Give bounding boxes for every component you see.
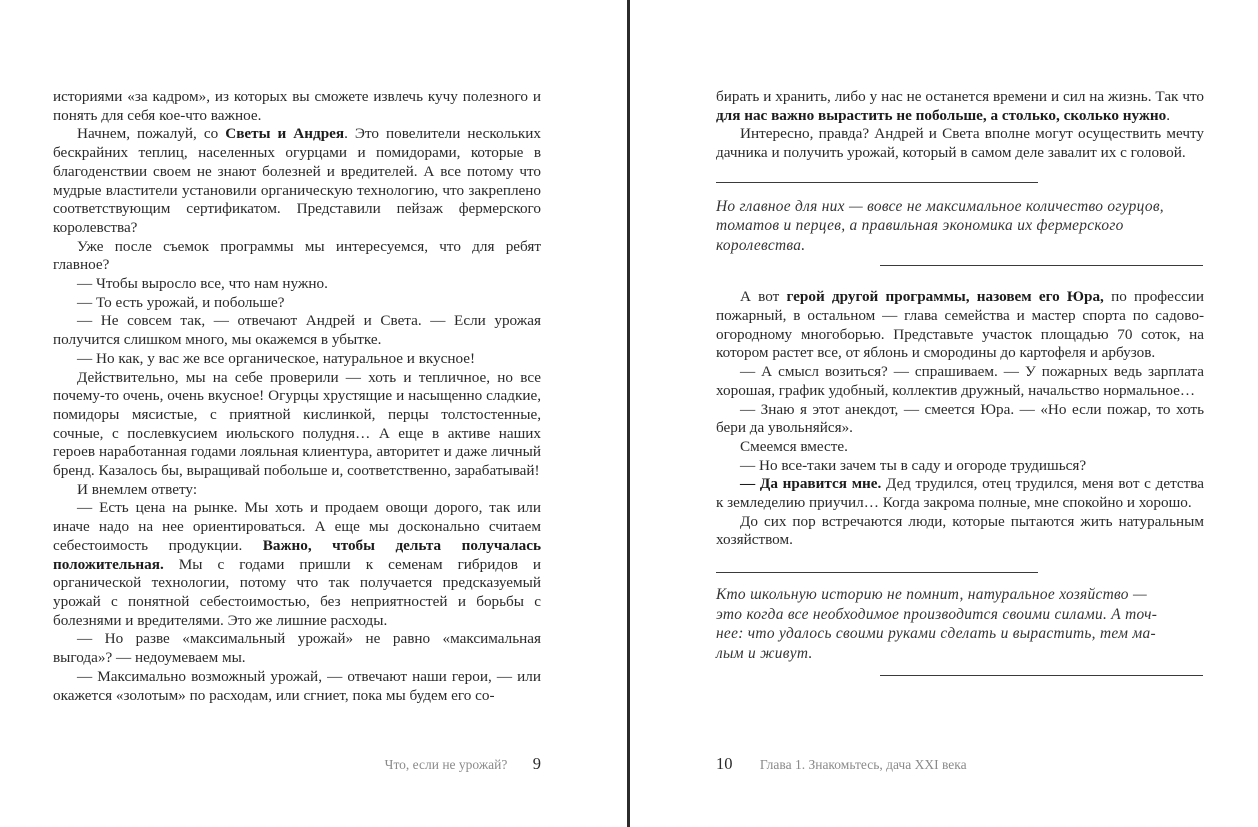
right-page-footer (716, 754, 967, 774)
right-page-text-middle (716, 288, 1204, 550)
text-run: . (1166, 106, 1171, 124)
paragraph (716, 438, 1204, 457)
text-run: Смеемся вместе. (740, 437, 848, 455)
text-run: До сих пор встречаются люди, которые пытаются жить натуральным хозяйством. (716, 512, 1204, 549)
paragraph (716, 363, 1204, 400)
text-run: Мы с годами пришли к семенам гибридов и органической технологии, потому что так получается предсказуемый урожай с понятной себестоимостью, без неприятностей и борьбы с болезнями и вредителями. Это же лишние расходы. (53, 555, 541, 629)
text-run: Дед трудился, отец трудился, меня вот с детства к земледелию приучил… Когда закрома полные, мне спокойно и хорошо. (716, 475, 1204, 512)
text-run: — Чтобы выросло все, что нам нужно. (77, 275, 328, 293)
bold-text: герой другой программы, назовем его Юра, (786, 288, 1104, 306)
text-run: — Но разве «максимальный урожай» не равно «максимальная выгода»? — недоумеваем мы. (53, 630, 541, 667)
paragraph (53, 275, 541, 294)
text-run: — А смысл возиться? — спрашиваем. — У пожарных ведь зарплата хорошая, график удобный, коллектив дружный, начальство нормальное… (716, 363, 1204, 399)
paragraph (53, 499, 541, 630)
text-run: И внемлем ответу: (77, 480, 198, 498)
page-number: 9 (532, 754, 541, 773)
left-page-footer (385, 754, 541, 774)
paragraph (53, 312, 541, 349)
pull-quote-line: Кто школьную историю не помнит, натуральное хозяйство — (716, 586, 1147, 604)
text-run: А вот (740, 288, 787, 306)
text-run: историями «за кадром», из которых вы сможете извлечь кучу полезного и понять для себя кое-что важное. (53, 88, 541, 124)
running-head: Что, если не урожай? (384, 757, 508, 772)
paragraph (716, 288, 1204, 363)
paragraph (53, 630, 541, 667)
paragraph (716, 88, 1204, 125)
running-head: Глава 1. Знакомьтесь, дача XXI века (759, 757, 967, 772)
text-run: — Знаю я этот анекдот, — смеется Юра. — «Но если пожар, то хоть бери да увольняйся». (716, 400, 1204, 437)
text-run: по профессии пожарный, в остальном — глава семейства и мастер спорта по садово-огородному многоборью. Представьте участок площадью 70 соток, на котором растет все, от яблонь и смородины до картофеля и арбузов. (716, 288, 1205, 362)
bold-text: — Да нравится мне. (740, 475, 882, 493)
text-run: Действительно, мы на себе проверили — хоть и тепличное, но все почему-то очень, очень вкусное! Огурцы хрустящие и насыщенно сладкие, помидоры мясистые, с приятной кислинкой, перцы толстостенные, сочные, с послевкусием июльского полудня… А еще в активе наших героев наработанная годами лояльная клиентура, авторитет и даже личный бренд. Казалось бы, выращивай побольше и, соответственно, зарабатывай! (53, 368, 541, 480)
bold-text: Важно, чтобы дельта получалась положительная. (53, 536, 542, 573)
page-number: 10 (716, 754, 733, 773)
text-run: бирать и хранить, либо у нас не останется времени и сил на жизнь. Так что (716, 88, 1204, 105)
right-page-body (716, 88, 1204, 676)
text-run: — Максимально возможный урожай, — отвечают наши герои, — или окажется «золотым» по расходам, или сгниет, пока мы будем его со- (53, 667, 541, 704)
bold-text: для нас важно вырастить не побольше, а столько, сколько нужно (716, 106, 1167, 124)
text-run: — Но все-таки зачем ты в саду и огороде трудишься? (740, 456, 1087, 474)
paragraph (53, 350, 541, 369)
paragraph (53, 88, 541, 125)
paragraph (716, 513, 1204, 550)
text-run: — То есть урожай, и побольше? (77, 293, 285, 311)
paragraph (53, 294, 541, 313)
paragraph (53, 481, 541, 500)
quote-rule-top (716, 182, 1038, 183)
text-run: — Не совсем так, — отвечают Андрей и Света. — Если урожая получится слишком много, мы окажемся в убытке. (53, 312, 541, 349)
text-run: — Но как, у вас же все органическое, натуральное и вкусное! (77, 349, 476, 367)
left-page-body (53, 88, 541, 705)
bold-text: Светы и Андрея (225, 125, 345, 143)
text-run: Интересно, правда? Андрей и Света вполне могут осуществить мечту дачника и получить урожай, который в самом деле завалит их с головой. (716, 125, 1204, 162)
quote-rule-bottom (880, 675, 1203, 676)
pull-quote-1 (716, 197, 1204, 256)
paragraph (716, 475, 1204, 512)
right-page (630, 0, 1258, 827)
text-run: Начнем, пожалуй, со (77, 125, 226, 143)
pull-quote-line: это когда все необходимое производится своими силами. А точ- (716, 605, 1158, 623)
pull-quote-line: королевства. (716, 236, 806, 254)
paragraph (53, 668, 541, 705)
text-run: Уже после съемок программы мы интересуемся, что для ребят главное? (53, 237, 541, 274)
pull-quote-line: нее: что удалось своими руками сделать и вырастить, тем ма- (716, 625, 1156, 643)
quote-rule-top (716, 572, 1038, 573)
text-run: — Есть цена на рынке. Мы хоть и продаем овощи дорого, так или иначе надо на нее ориентироваться. А еще мы досконально считаем себестоимость продукции. (53, 499, 541, 554)
left-page (0, 0, 627, 827)
paragraph (53, 369, 541, 481)
paragraph (716, 125, 1204, 162)
paragraph (53, 125, 541, 237)
pull-quote-line: лым и живут. (716, 644, 813, 662)
right-page-text-top (716, 88, 1204, 163)
paragraph (53, 238, 541, 275)
pull-quote-line: томатов и перцев, а правильная экономика их фермерского (716, 217, 1124, 235)
text-run: . Это повелители нескольких бескрайних теплиц, населенных огурцами и помидорами, которые в благоденствии своем не знают болезней и вредителей. А все потому что мудрые властители установили органическую технологию, что закреплено соответствующим сертификатом. Представили пейзаж фермерского королевства? (53, 125, 541, 236)
pull-quote-2 (716, 585, 1204, 663)
pull-quote-line: Но главное для них — вовсе не максимальное количество огурцов, (716, 197, 1164, 215)
paragraph (716, 401, 1204, 438)
paragraph (716, 457, 1204, 476)
